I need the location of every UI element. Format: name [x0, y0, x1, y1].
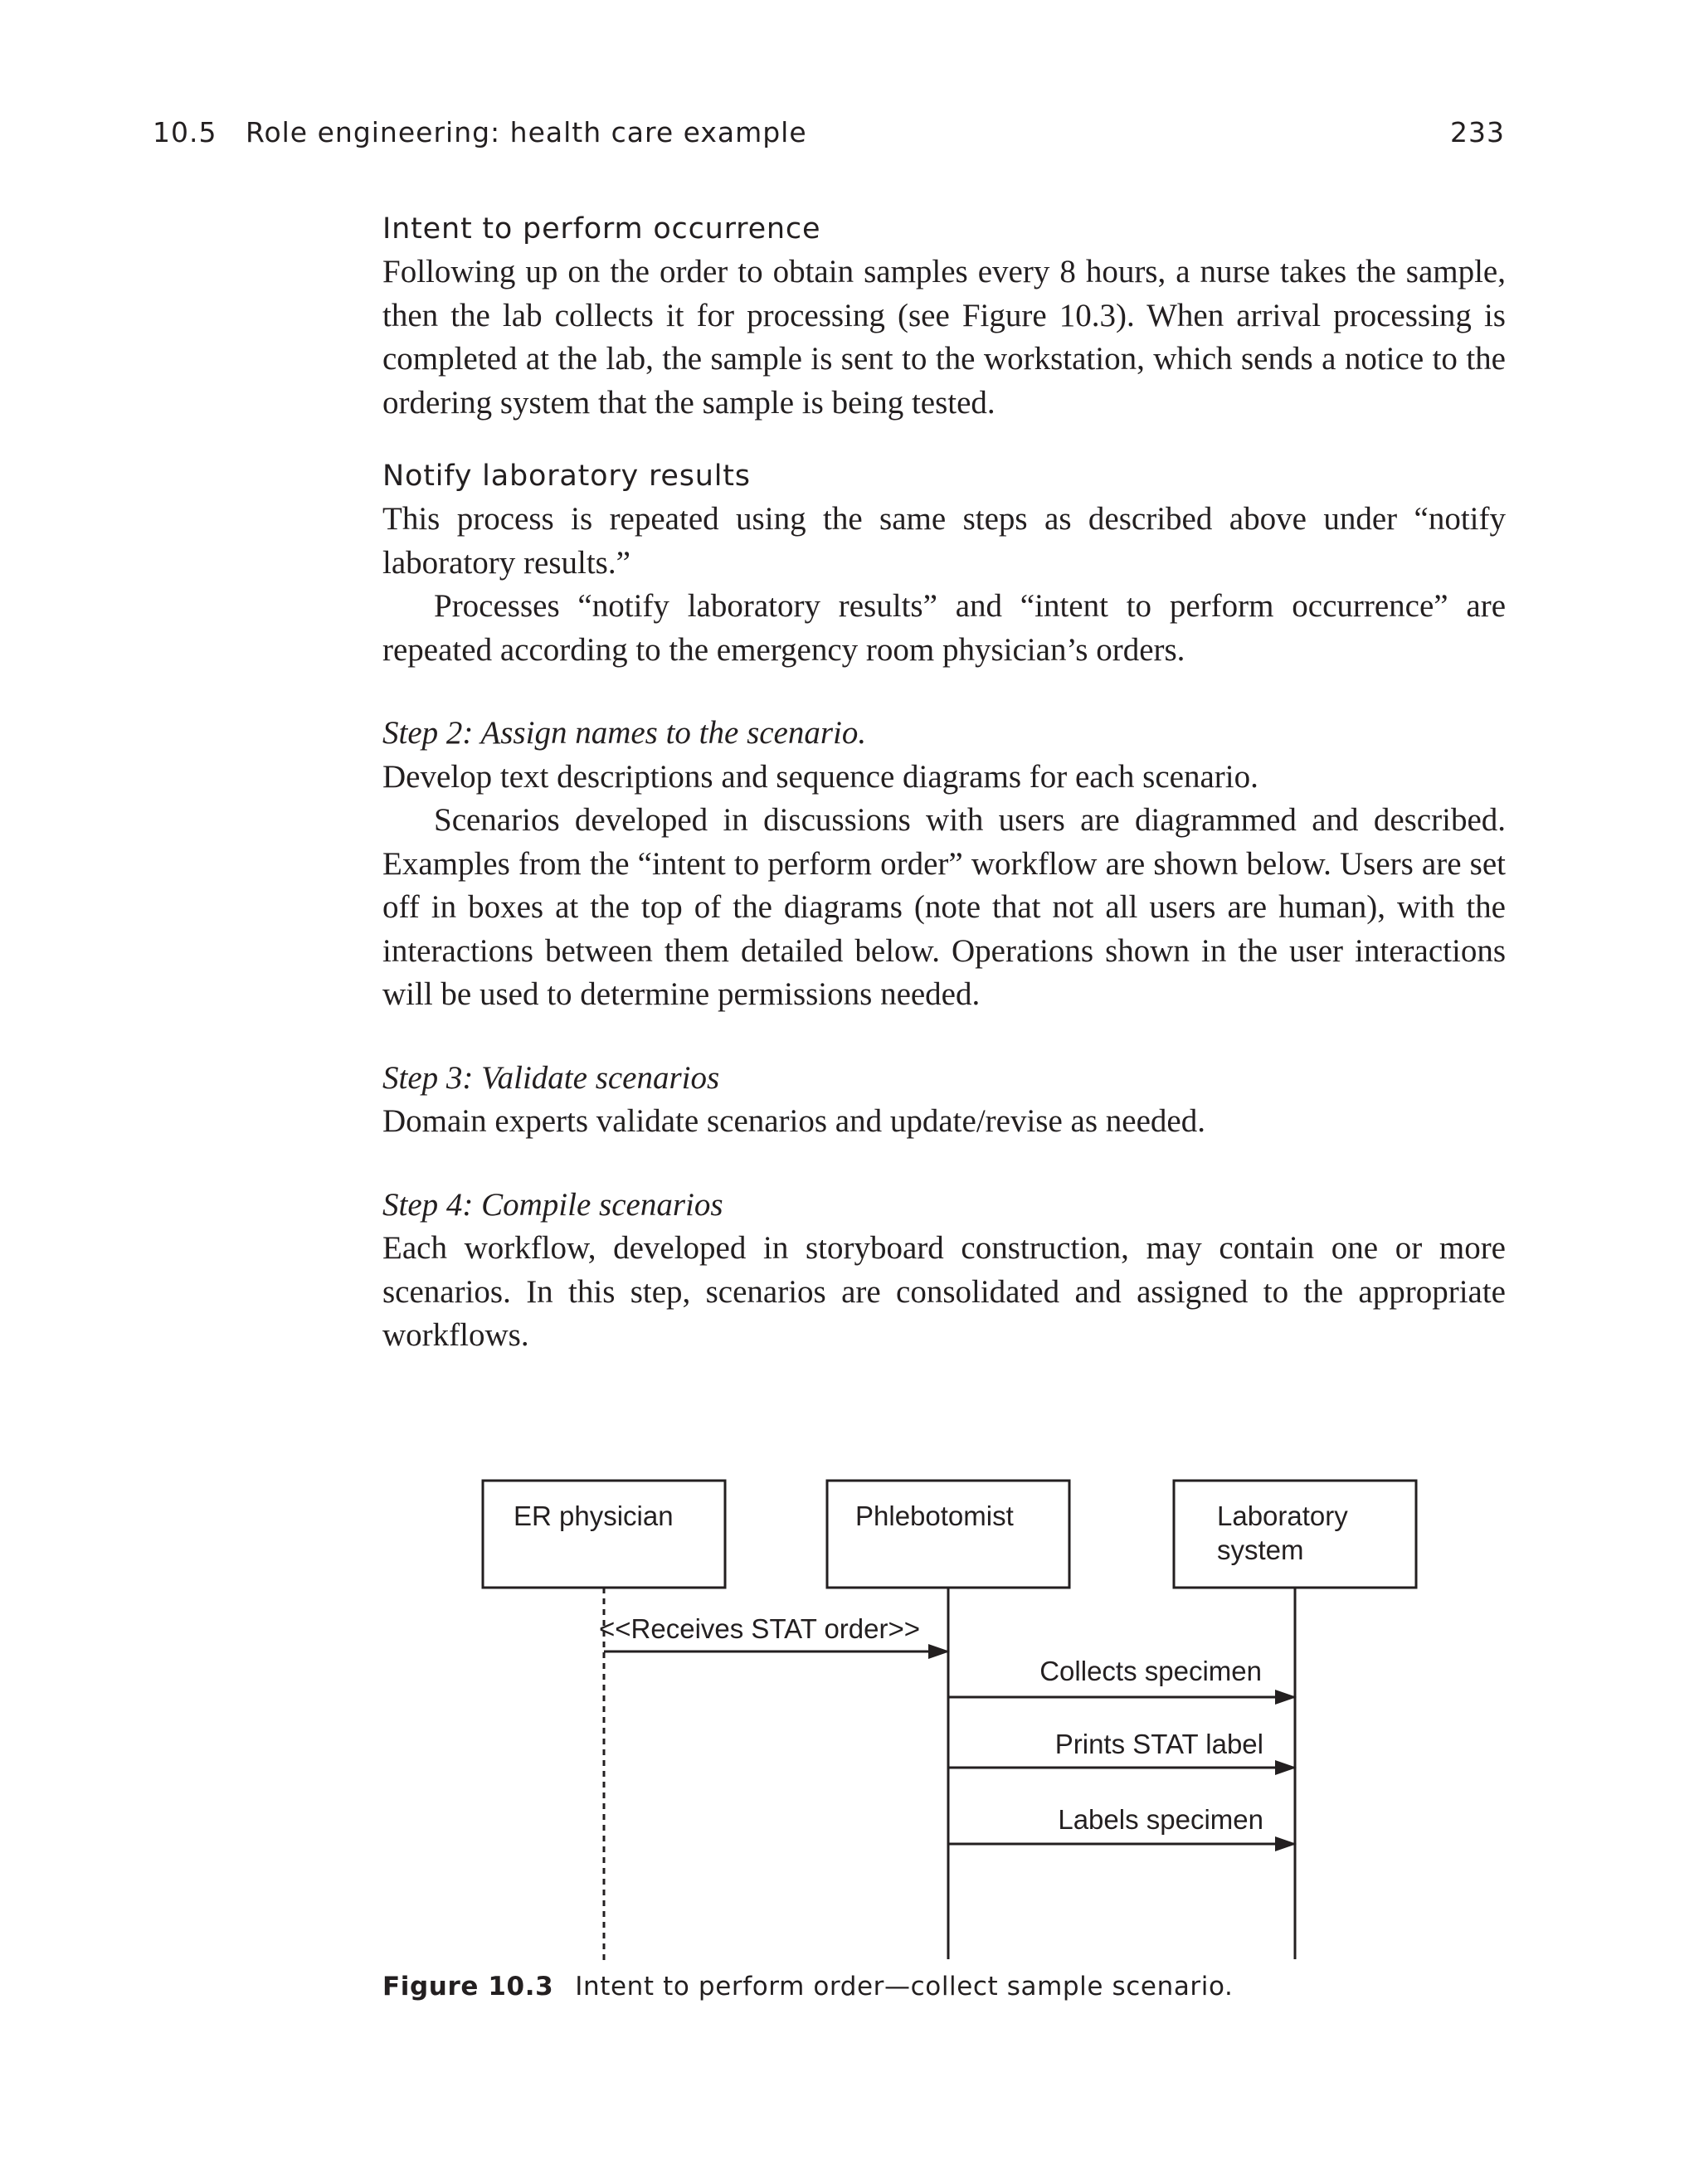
- heading-notify-results: Notify laboratory results: [382, 460, 751, 493]
- heading-intent-to-perform: Intent to perform occurrence: [382, 212, 821, 246]
- actor-label: Phlebotomist: [855, 1501, 1014, 1531]
- paragraph-step-4: Each workflow, developed in storyboard construction, may contain one or more scenarios. In this step, scenarios are consolidated and assigned to the appropriate workflows.: [382, 1230, 1506, 1353]
- paragraph-step-2-1: Develop text descriptions and sequence diagrams for each scenario.: [382, 758, 1258, 795]
- step-2-title: Step 2: Assign names to the scenario.: [382, 715, 867, 751]
- paragraph-intent: Following up on the order to obtain samples every 8 hours, a nurse takes the sample, then the lab collects it for processing (see Figure 10.3). When arrival processing is completed at the lab, the sample is sent to the workstation, which sends a notice to the ordering system that the sample is being tested.: [382, 254, 1506, 421]
- message-labels-specimen: [948, 1804, 1295, 1844]
- message-label: Prints STAT label: [1054, 1729, 1263, 1759]
- actor-phlebotomist: [827, 1481, 1069, 1588]
- message-label: Labels specimen: [1058, 1804, 1263, 1835]
- actor-label: ER physician: [514, 1501, 674, 1531]
- step-3-title: Step 3: Validate scenarios: [382, 1059, 720, 1096]
- paragraph-notify-1: This process is repeated using the same steps as described above under “notify laboratory results.”: [382, 501, 1506, 581]
- message-receives-stat-order: [599, 1613, 948, 1651]
- figure-caption-label: Figure 10.3: [382, 1972, 554, 2002]
- actor-label-line-2: system: [1217, 1535, 1304, 1565]
- actor-label-line-1: Laboratory: [1217, 1501, 1348, 1531]
- page-number: 233: [1450, 116, 1505, 148]
- paragraph-notify-2: Processes “notify laboratory results” and “intent to perform occurrence” are repeated according to the emergency room physician’s orders.: [382, 588, 1506, 668]
- actor-laboratory-system: [1174, 1481, 1416, 1588]
- message-label: Collects specimen: [1039, 1656, 1262, 1686]
- message-collects-specimen: [948, 1656, 1295, 1697]
- figure-caption: [382, 1972, 1233, 2002]
- paragraph-step-2-2: Scenarios developed in discussions with users are diagrammed and described. Examples from the “intent to perform order” workflow are shown below. Users are set off in boxes at the top of the diagrams (note that not all users are human), with the interactions between them detailed below. Operations shown in the user interactions will be used to determine permissions needed.: [382, 802, 1506, 1012]
- message-label: <<Receives STAT order>>: [599, 1613, 921, 1644]
- step-4-title: Step 4: Compile scenarios: [382, 1186, 723, 1223]
- section-number: 10.5: [153, 116, 217, 148]
- figure-caption-text: Intent to perform order—collect sample scenario.: [575, 1972, 1234, 2002]
- actor-er-physician: [483, 1481, 725, 1588]
- paragraph-step-3: Domain experts validate scenarios and update/revise as needed.: [382, 1103, 1205, 1139]
- message-prints-stat-label: [948, 1729, 1295, 1768]
- section-title: Role engineering: health care example: [246, 116, 807, 148]
